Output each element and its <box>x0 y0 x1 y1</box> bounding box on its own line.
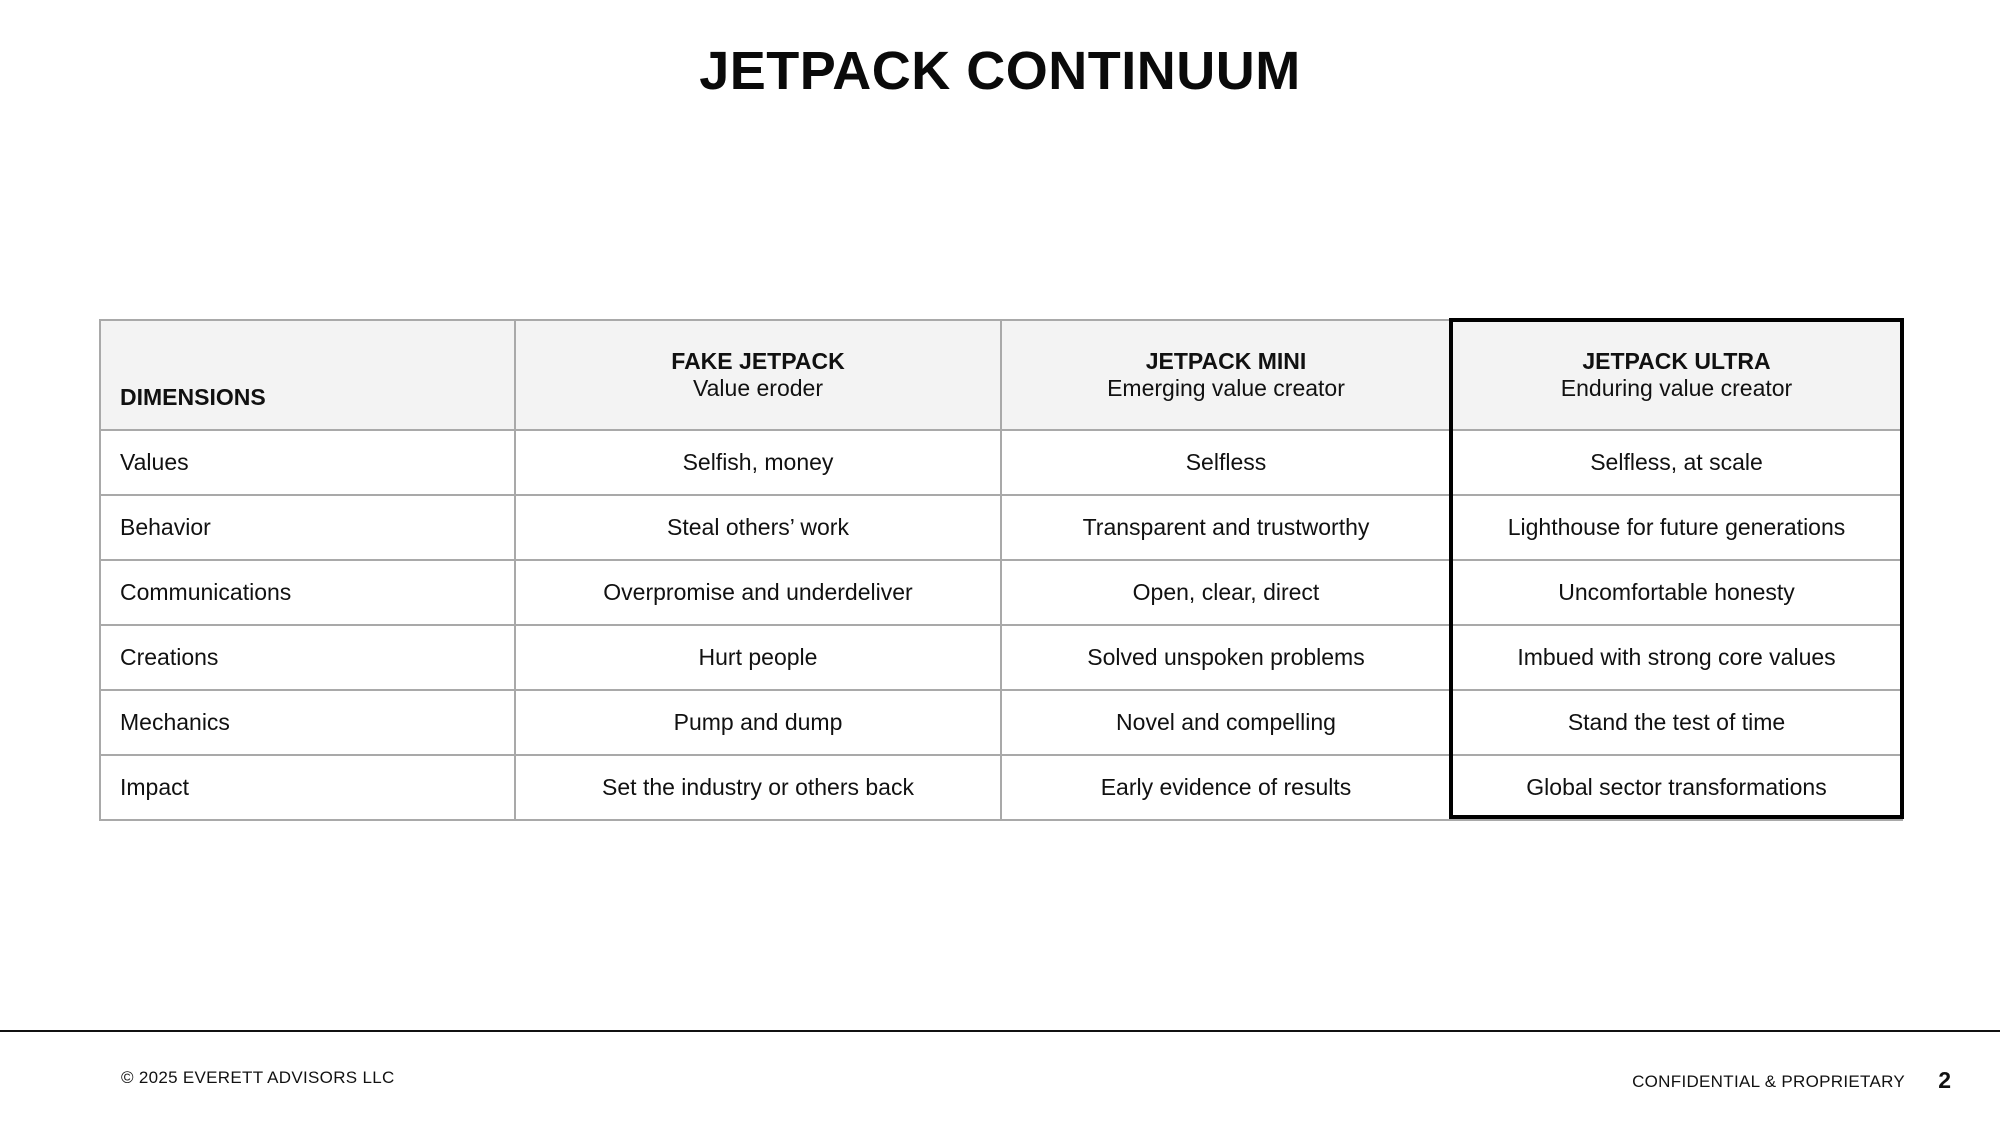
dimension-cell: Mechanics <box>100 690 515 755</box>
table-row <box>100 495 1902 560</box>
continuum-table-wrapper <box>99 319 1901 821</box>
table-row <box>100 755 1902 820</box>
table-cell: Global sector transformations <box>1451 755 1902 820</box>
footer-divider <box>0 1030 2000 1032</box>
table-cell: Selfish, money <box>515 430 1001 495</box>
table-cell: Transparent and trustworthy <box>1001 495 1451 560</box>
column-name: JETPACK ULTRA <box>1582 348 1771 374</box>
page-number: 2 <box>1938 1067 1951 1093</box>
dimension-cell: Behavior <box>100 495 515 560</box>
dimension-cell: Communications <box>100 560 515 625</box>
table-row <box>100 625 1902 690</box>
column-name: FAKE JETPACK <box>671 348 845 374</box>
dimension-cell: Impact <box>100 755 515 820</box>
table-cell: Set the industry or others back <box>515 755 1001 820</box>
copyright-text: © 2025 EVERETT ADVISORS LLC <box>121 1068 395 1087</box>
column-subtitle: Enduring value creator <box>1560 375 1793 401</box>
table-cell: Steal others’ work <box>515 495 1001 560</box>
table-cell: Open, clear, direct <box>1001 560 1451 625</box>
column-name: JETPACK MINI <box>1145 348 1307 374</box>
table-row <box>100 560 1902 625</box>
column-header-jetpack-mini <box>1001 320 1451 430</box>
table-row <box>100 430 1902 495</box>
table-cell: Selfless <box>1001 430 1451 495</box>
table-cell: Uncomfortable honesty <box>1451 560 1902 625</box>
column-header-fake-jetpack <box>515 320 1001 430</box>
confidential-label: CONFIDENTIAL & PROPRIETARY <box>1632 1072 1905 1091</box>
column-header-jetpack-ultra <box>1451 320 1902 430</box>
table-cell: Lighthouse for future generations <box>1451 495 1902 560</box>
table-cell: Selfless, at scale <box>1451 430 1902 495</box>
column-subtitle: Emerging value creator <box>1107 375 1345 401</box>
dimensions-header: DIMENSIONS <box>100 320 515 430</box>
column-subtitle: Value eroder <box>693 375 823 401</box>
table-cell: Pump and dump <box>515 690 1001 755</box>
continuum-table <box>99 319 1903 821</box>
table-cell: Stand the test of time <box>1451 690 1902 755</box>
dimension-cell: Values <box>100 430 515 495</box>
table-cell: Novel and compelling <box>1001 690 1451 755</box>
table-cell: Hurt people <box>515 625 1001 690</box>
table-cell: Solved unspoken problems <box>1001 625 1451 690</box>
dimension-cell: Creations <box>100 625 515 690</box>
table-cell: Early evidence of results <box>1001 755 1451 820</box>
table-cell: Imbued with strong core values <box>1451 625 1902 690</box>
table-cell: Overpromise and underdeliver <box>515 560 1001 625</box>
table-header-row <box>100 320 1902 430</box>
table-row <box>100 690 1902 755</box>
page-title: JETPACK CONTINUUM <box>699 41 1301 101</box>
